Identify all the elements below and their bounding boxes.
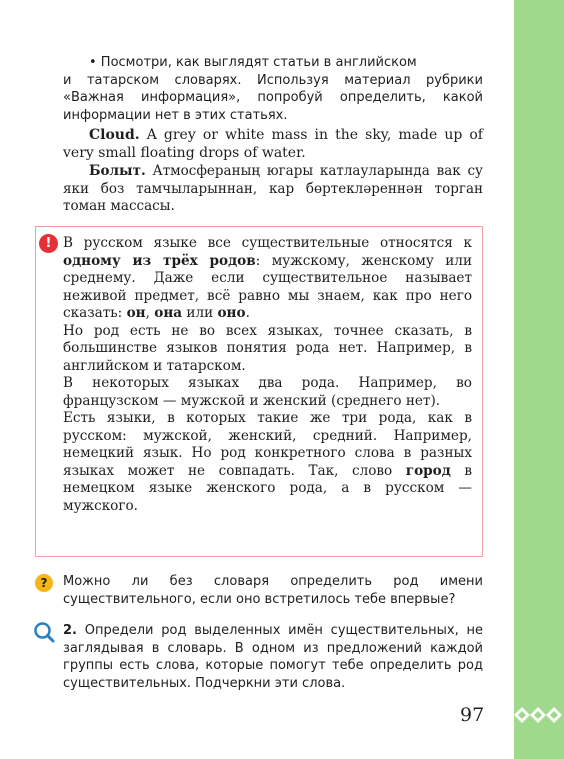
task-text: Определи род выделенных имён существительных, не заглядывая в словарь. В одном из предложений каждой группы есть слова, которые помогут тебе определить род существительных. Подчеркни эти слова.	[63, 623, 483, 691]
exclamation-icon: !	[39, 234, 58, 253]
page-number: 97	[460, 704, 485, 726]
task-number: 2.	[63, 623, 77, 638]
task-2	[63, 622, 483, 692]
tatar-dictionary-entry	[63, 163, 483, 216]
tatar-definition: Атмосфераның югары катлауларында вак су яки боз тамчыларыннан, кар бөртекләреннән торган томан массасы.	[63, 163, 483, 214]
page-side-strip	[514, 0, 564, 759]
question-text: Можно ли без словаря определить род имени существительного, если оно встретилось тебе впервые?	[63, 574, 483, 607]
english-definition: A grey or white mass in the sky, made up of very small floating drops of water.	[63, 127, 483, 161]
english-headword: Cloud.	[89, 127, 140, 143]
note-paragraph-3: В некоторых языках два рода. Например, во французском — мужской и женский (среднего нет).	[63, 375, 472, 409]
english-dictionary-entry	[63, 127, 483, 162]
intro-rest: и татарском словарях. Используя материал рубрики «Важная информация», попробуй определить, какой информации нет в этих статьях.	[63, 72, 483, 123]
note-paragraph-2: Но род есть не во всех языках, точнее сказать, в большинстве языков понятия рода нет. Например, в английском и татарском.	[63, 322, 472, 374]
tatar-headword: Болыт.	[89, 163, 146, 179]
intro-line1: • Посмотри, как выглядят статьи в английском	[89, 55, 417, 70]
decorative-pattern-icon	[514, 705, 564, 725]
question-icon: ?	[35, 574, 53, 592]
note-paragraph-1: В русском языке все существительные относятся к одному из трёх родов: мужскому, женскому или среднему. Даже если существительное называет неживой предмет, всё равно мы знаем, как про него сказать: он, она или оно.	[63, 235, 472, 321]
intro-paragraph	[63, 54, 483, 124]
note-paragraph-4: Есть языки, в которых такие же три рода, как в русском: мужской, женский, средний. Например, немецкий язык. Но род конкретного слова в разных языках может не совпадать. Так, слово город в немецком языке женского рода, а в русском — мужского.	[63, 410, 472, 514]
important-info-text	[63, 235, 472, 515]
magnifier-icon	[33, 621, 55, 643]
